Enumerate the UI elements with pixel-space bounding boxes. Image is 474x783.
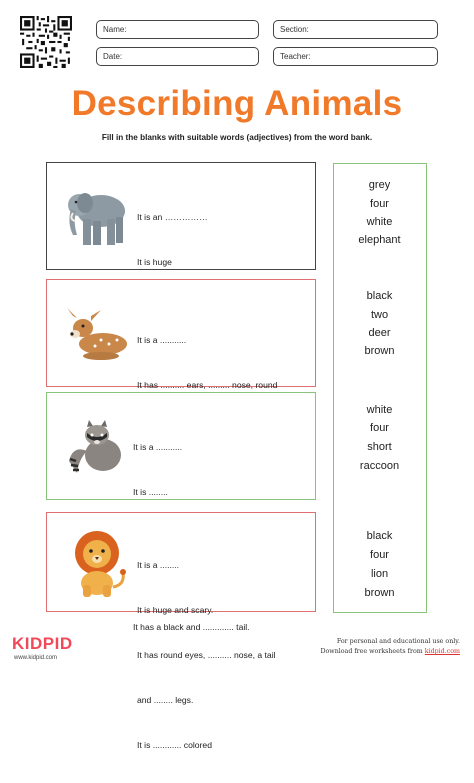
exercise-card-elephant (46, 162, 316, 270)
date-label: Date: (103, 52, 123, 61)
section-field[interactable] (273, 20, 438, 39)
teacher-field[interactable] (273, 47, 438, 66)
word-bank-item: white (366, 216, 393, 228)
text-line: It has a black and ............. tail. (133, 622, 250, 632)
name-field[interactable] (96, 20, 259, 39)
text-line: It has round eyes, .......... nose, a tail (137, 650, 276, 660)
logo-url: www.kidpid.com (14, 655, 58, 661)
word-bank-item: four (370, 198, 389, 210)
elephant-icon (63, 181, 131, 251)
word-bank-item: raccoon (359, 460, 400, 472)
deer-icon (61, 302, 133, 366)
date-field[interactable] (96, 47, 259, 66)
word-bank (333, 163, 427, 613)
footer-line-2 (314, 647, 460, 657)
text-line: It is a ........... (137, 335, 187, 345)
word-bank-item: two (370, 309, 389, 321)
footer-line: For personal and educational use only. (336, 638, 460, 645)
footer-note (314, 637, 460, 657)
word-bank-item: black (366, 290, 393, 302)
qr-code-icon (20, 16, 72, 68)
word-bank-item: four (370, 549, 389, 561)
word-bank-item: elephant (358, 234, 401, 246)
text-line: It is ........ (133, 487, 168, 497)
word-bank-item: grey (368, 179, 391, 191)
instructions: Fill in the blanks with suitable words (adjectives) from the word bank. (101, 133, 373, 142)
text-line: It is a ........ (137, 560, 180, 570)
word-bank-item: white (366, 404, 393, 416)
section-label: Section: (280, 25, 309, 34)
kidpid-logo: KIDPID (12, 634, 73, 653)
text-line: It is a ........... (133, 442, 183, 452)
exercise-card-deer (46, 279, 316, 390)
card-text (137, 528, 276, 783)
page-title: Describing Animals (71, 84, 403, 123)
raccoon-icon (63, 415, 131, 481)
lion-icon (63, 527, 131, 599)
text-line: and ........ legs. (137, 695, 194, 705)
text-line: It has .......... ears, ......... nose, round (137, 380, 278, 390)
name-label: Name: (103, 25, 127, 34)
word-bank-item: lion (370, 568, 389, 580)
text-line: It is an …………… (137, 212, 208, 222)
word-bank-item: brown (364, 345, 395, 357)
word-bank-item: brown (364, 587, 395, 599)
footer-prefix: Download free worksheets from (320, 648, 425, 655)
word-bank-item: four (370, 422, 389, 434)
text-line: It is ............ colored (137, 740, 212, 750)
word-bank-item: deer (368, 327, 391, 339)
footer-link[interactable]: kidpid.com (424, 648, 460, 655)
teacher-label: Teacher: (280, 52, 311, 61)
word-bank-item: black (366, 530, 393, 542)
text-line: It is huge (137, 257, 172, 267)
word-bank-item: short (367, 441, 392, 453)
text-line: It is huge and scary. (137, 605, 214, 615)
